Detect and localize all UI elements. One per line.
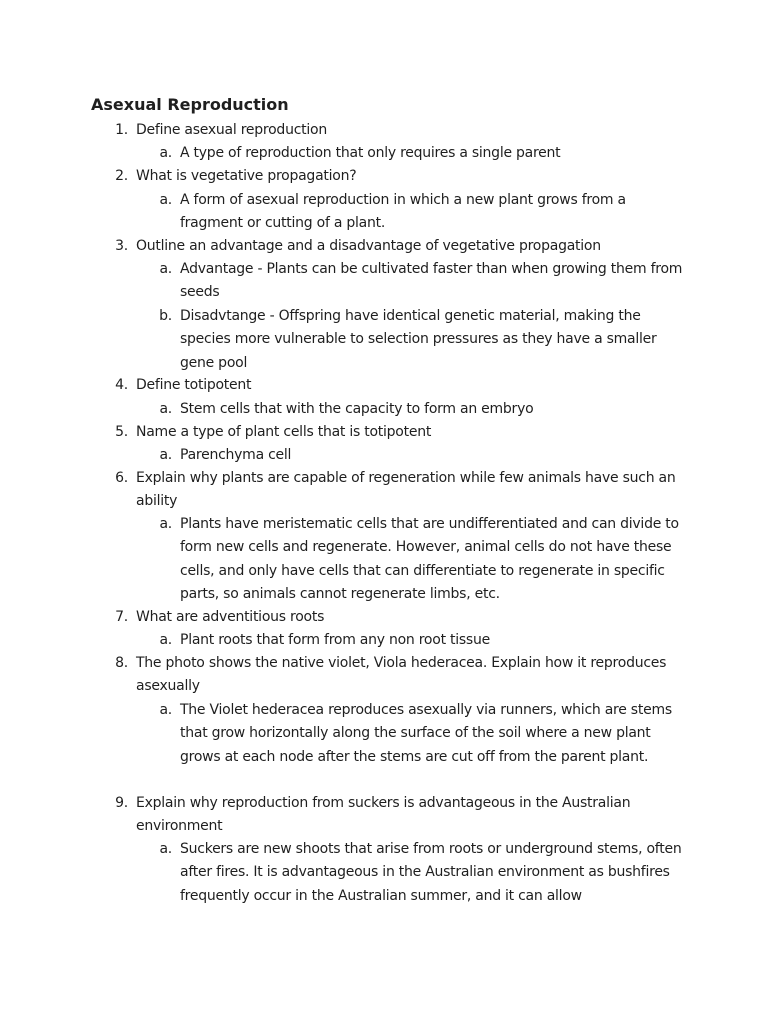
answer-text: Disadvtange - Offspring have identical genetic material, making the species more vulnerable to selection pressures as they have a smaller gene pool [180, 308, 657, 371]
question-number: 6. [115, 470, 128, 486]
answer-text: A form of asexual reproduction in which a new plant grows from a fragment or cutting of a plant. [180, 192, 626, 232]
question-text: Outline an advantage and a disadvantage of vegetative propagation [136, 238, 601, 254]
answer-marker: a. [159, 516, 172, 532]
answer-marker: a. [159, 192, 172, 208]
answer-marker: a. [159, 632, 172, 648]
question-number: 8. [115, 655, 128, 671]
question-number: 2. [115, 168, 128, 184]
answer-text: Plants have meristematic cells that are undifferentiated and can divide to form new cells and regenerate. However, animal cells do not have these cells, and only have cells that can differentiate to regenerate in specific parts, so animals cannot regenerate limbs, etc. [180, 516, 679, 602]
question-text: What are adventitious roots [136, 609, 325, 625]
question-number: 1. [115, 122, 128, 138]
question-number: 9. [115, 795, 128, 811]
question-number: 5. [115, 424, 128, 440]
question-text: Define asexual reproduction [136, 122, 327, 138]
question-text: Define totipotent [136, 377, 252, 393]
question-text: Explain why plants are capable of regeneration while few animals have such an ability [136, 470, 676, 510]
answer-text: Suckers are new shoots that arise from roots or underground stems, often after fires. It is advantageous in the Australian environment as bushfires frequently occur in the Australian summer, and it can allow [180, 841, 682, 904]
answer-marker: a. [159, 401, 172, 417]
question-number: 3. [115, 238, 128, 254]
question-text: Explain why reproduction from suckers is advantageous in the Australian environment [136, 795, 631, 835]
answer-text: Stem cells that with the capacity to form an embryo [180, 401, 534, 417]
answer-text: The Violet hederacea reproduces asexually via runners, which are stems that grow horizontally along the surface of the soil where a new plant grows at each node after the stems are cut off from the parent plant. [180, 702, 672, 765]
question-text: The photo shows the native violet, Viola hederacea. Explain how it reproduces asexually [136, 655, 667, 695]
answer-marker: a. [159, 841, 172, 857]
document-title: Asexual Reproduction [91, 95, 289, 114]
question-text: Name a type of plant cells that is totipotent [136, 424, 432, 440]
answer-marker: b. [159, 308, 172, 324]
question-number: 7. [115, 609, 128, 625]
answer-marker: a. [159, 145, 172, 161]
answer-marker: a. [159, 447, 172, 463]
answer-marker: a. [159, 702, 172, 718]
answer-text: Parenchyma cell [180, 447, 292, 463]
answer-text: A type of reproduction that only requires a single parent [180, 145, 561, 161]
answer-text: Advantage - Plants can be cultivated faster than when growing them from seeds [180, 261, 683, 301]
question-number: 4. [115, 377, 128, 393]
answer-marker: a. [159, 261, 172, 277]
answer-text: Plant roots that form from any non root tissue [180, 632, 490, 648]
question-text: What is vegetative propagation? [136, 168, 357, 184]
